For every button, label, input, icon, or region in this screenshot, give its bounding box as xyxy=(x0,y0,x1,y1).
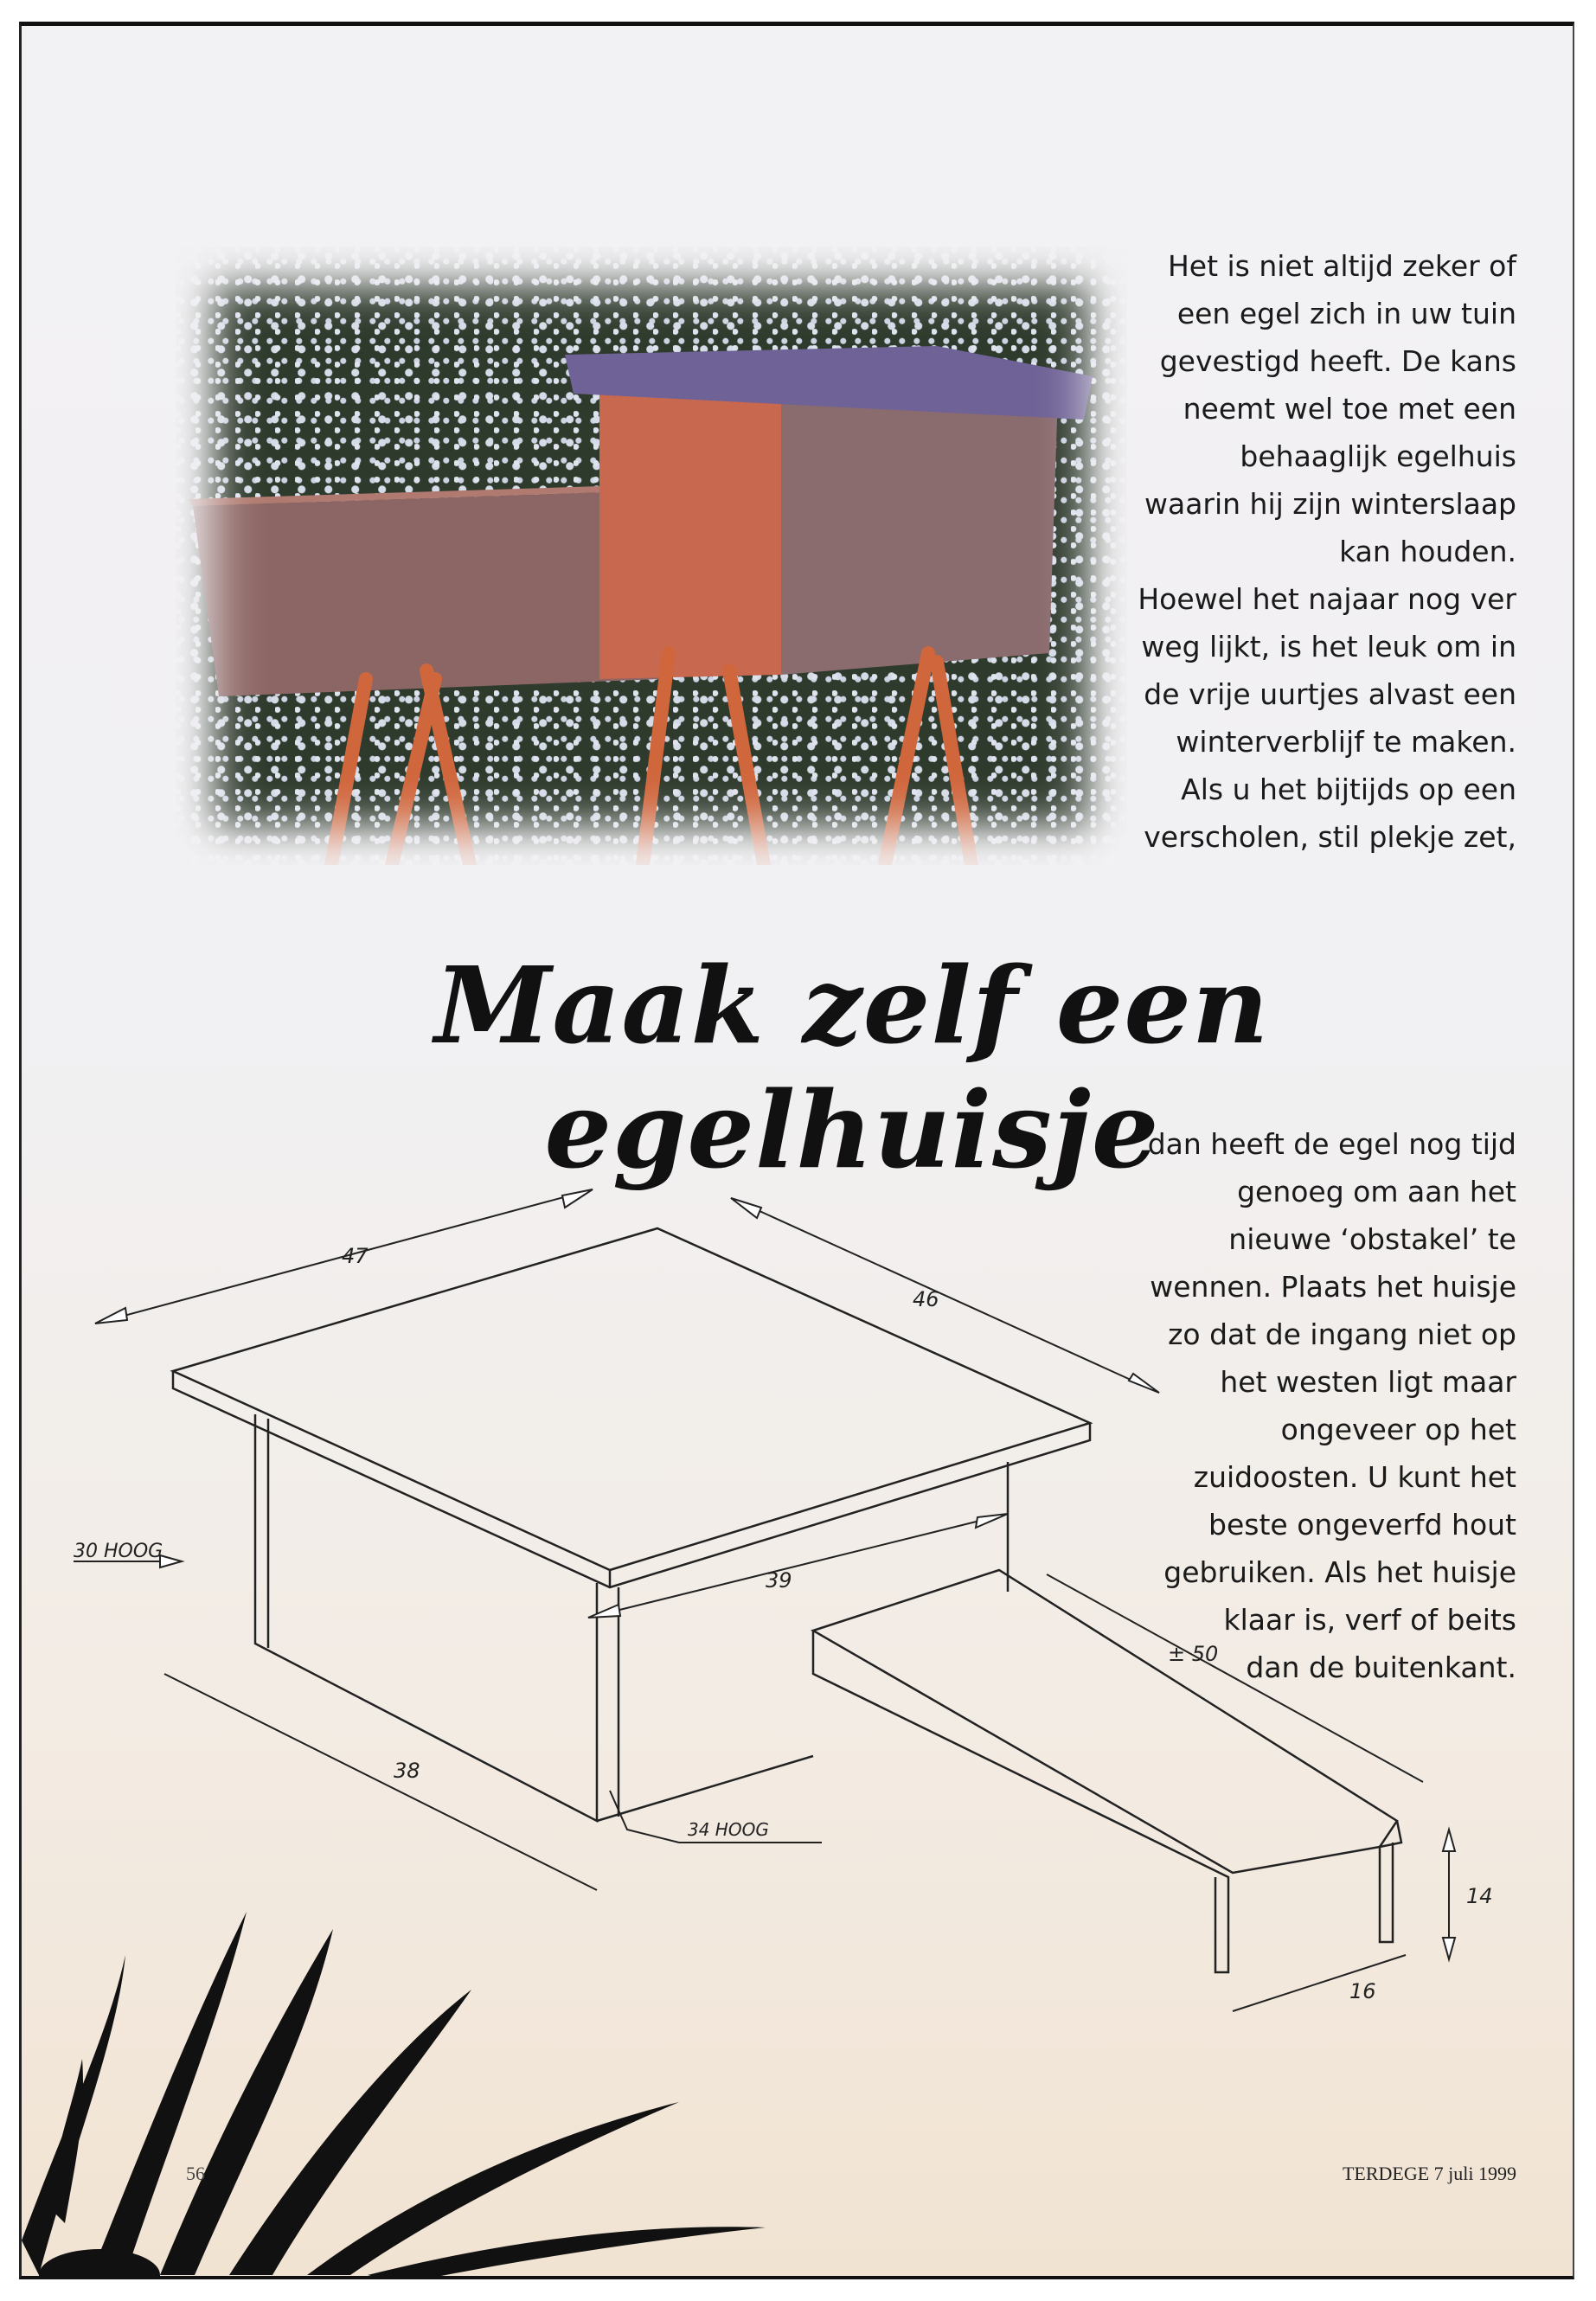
dim-50-label: ± 50 xyxy=(1168,1642,1219,1666)
dim-14-label: 14 xyxy=(1466,1884,1493,1908)
publication-footer: TERDEGE 7 juli 1999 xyxy=(1342,2163,1516,2184)
magazine-page xyxy=(19,22,1574,2279)
grass-decoration xyxy=(22,26,1574,2279)
headline: Maak zelf een egelhuisje xyxy=(434,943,1270,1192)
dim-46-label: 46 xyxy=(913,1287,939,1311)
dim-47-label: 47 xyxy=(342,1244,369,1268)
continued-text: dan heeft de egel nog tijd genoeg om aan het nieuwe ‘obstakel’ te wennen. Plaats het huisje zo dat de ingang niet op het westen ligt maar ongeveer op het zuidoosten. U kunt het beste ongeverfd hout gebruiken. Als het huisje klaar is, verf of beits dan de buitenkant. xyxy=(1147,1127,1516,1684)
intro-text: Het is niet altijd zeker of een egel zich in uw tuin gevestigd heeft. De kans neemt wel toe met een behaaglijk egelhuis waarin hij zijn winterslaap kan houden. Hoewel het najaar nog ver weg lijkt, is het leuk om in de vrije uurtjes alvast een winterverblijf te maken. Als u het bijtijds op een verscholen, stil plekje zet, xyxy=(1138,249,1516,854)
dim-34hoog-label: 34 HOOG xyxy=(688,1819,769,1840)
page-number: 56 xyxy=(186,2163,205,2184)
dim-16-label: 16 xyxy=(1349,1979,1376,2003)
dim-39-label: 39 xyxy=(766,1568,792,1593)
dim-30hoog-label: 30 HOOG xyxy=(74,1541,163,1562)
dim-38-label: 38 xyxy=(394,1759,420,1783)
